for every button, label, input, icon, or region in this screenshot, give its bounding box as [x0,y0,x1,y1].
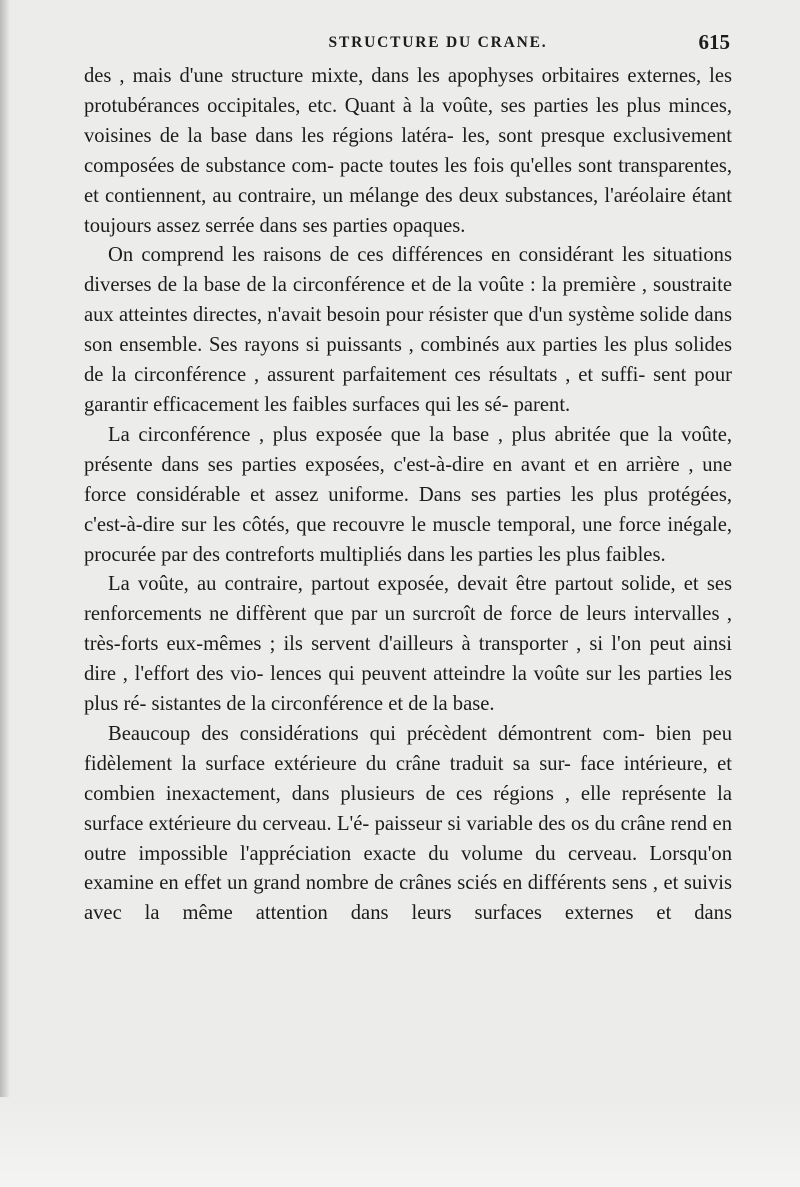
paragraph: La voûte, au contraire, partout exposée, devait être partout solide, et ses renforcements ne diffèrent que par un surcroît de force de leurs intervalles , très-forts eux-mêmes ; ils servent d'ailleurs à transporter , si l'on peut ainsi dire , l'effort des vio- lences qui peuvent atteindre la voûte sur les parties les plus ré- sistantes de la circonférence et de la base. [84,573,732,716]
running-title: STRUCTURE DU CRANE. [328,34,548,51]
running-head [86,30,730,60]
body-text [84,62,732,929]
page-number: 615 [698,30,730,54]
paragraph: La circonférence , plus exposée que la base , plus abritée que la voûte, présente dans ses parties exposées, c'est-à-dire en avant et en arrière , une force considérable et assez uniforme. Dans ses parties les plus protégées, c'est-à-dire sur les côtés, que recouvre le muscle temporal, une force inégale, procurée par des contreforts multipliés dans les parties les plus faibles. [84,423,732,566]
paragraph: On comprend les raisons de ces différences en considérant les situations diverses de la base de la circonférence et de la voûte : la première , soustraite aux atteintes directes, n'avait besoin pour résister que d'un système solide dans son ensemble. Ses rayons si puissants , combinés aux parties les plus solides de la circonférence , assurent parfaitement ces résultats , et suffi- sent pour garantir efficacement les faibles surfaces qui les sé- parent. [84,244,732,416]
paragraph-continuation: des , mais d'une structure mixte, dans les apophyses orbitaires externes, les protubérances occipitales, etc. Quant à la voûte, ses parties les plus minces, voisines de la base dans les régions latéra- les, sont presque exclusivement composées de substance com- pacte toutes les fois qu'elles sont transparentes, et contiennent, au contraire, un mélange des deux substances, l'aréolaire étant toujours assez serrée dans ses parties opaques. [84,65,732,237]
paragraph: Beaucoup des considérations qui précèdent démontrent com- bien peu fidèlement la surface extérieure du crâne traduit sa sur- face intérieure, et combien inexactement, dans plusieurs de ces régions , elle représente la surface extérieure du cerveau. L'é- paisseur si variable des os du crâne rend en outre impossible l'appréciation exacte du volume du cerveau. Lorsqu'on examine en effet un grand nombre de crânes sciés en différents sens , et suivis avec la même attention dans leurs surfaces externes et dans [84,722,732,925]
